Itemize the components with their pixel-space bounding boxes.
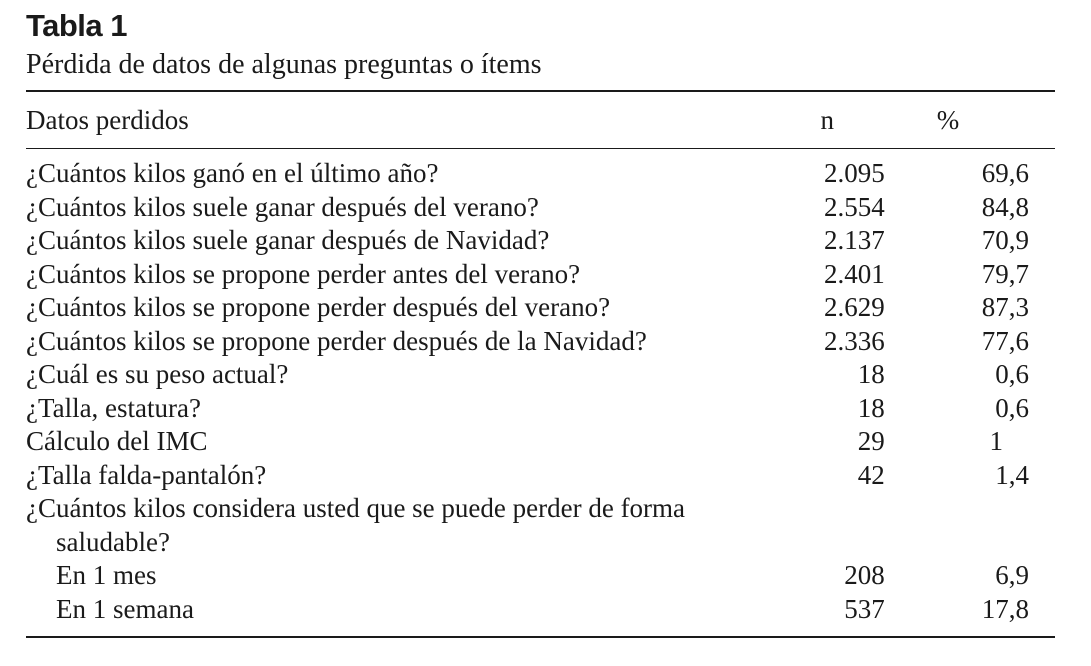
row-pct: 69,6 <box>981 158 1029 188</box>
table-header <box>26 92 1055 149</box>
row-label: ¿Cuántos kilos suele ganar después del verano? <box>26 191 539 222</box>
subrow-label: En 1 mes <box>56 560 157 590</box>
row-n: 2.137 <box>824 225 885 255</box>
table-row <box>26 392 1055 426</box>
table-row <box>26 291 1055 325</box>
row-label: ¿Cuántos kilos ganó en el último año? <box>26 158 439 188</box>
group-row-line2 <box>26 526 1055 560</box>
subrow-label: En 1 semana <box>56 593 194 624</box>
group-label-line1: ¿Cuántos kilos considera usted que se puede perder de forma <box>26 493 686 523</box>
row-n: 2.401 <box>824 258 885 289</box>
row-pct: 79,7 <box>981 258 1029 289</box>
row-n: 2.336 <box>824 325 885 356</box>
row-label: ¿Cuántos kilos se propone perder antes del verano? <box>26 258 581 289</box>
group-row-line1 <box>26 492 1055 526</box>
row-label: ¿Cuántos kilos suele ganar después de Navidad? <box>26 225 550 255</box>
table-row <box>26 425 1055 459</box>
row-n: 2.629 <box>824 292 885 322</box>
data-table-container <box>26 90 1055 638</box>
row-n: 42 <box>857 459 885 490</box>
row-label: ¿Cuántos kilos se propone perder después de la Navidad? <box>26 325 647 356</box>
group-n-empty <box>751 492 885 526</box>
row-pct: 84,8 <box>981 191 1029 222</box>
row-n: 2.554 <box>824 191 885 222</box>
table-caption: Pérdida de datos de algunas preguntas o ítems <box>26 49 542 80</box>
subrow-n: 208 <box>844 560 885 590</box>
group-pct-empty <box>885 526 1055 560</box>
row-n: 2.095 <box>824 158 885 188</box>
row-label: ¿Talla, estatura? <box>26 392 201 423</box>
row-pct: 1,4 <box>995 459 1029 490</box>
table-subrow <box>26 559 1055 593</box>
table-subrow <box>26 593 1055 637</box>
header-datos-perdidos: Datos perdidos <box>26 92 751 149</box>
header-percent: % <box>885 92 1055 149</box>
header-row <box>26 92 1055 149</box>
row-label: ¿Cuál es su peso actual? <box>26 359 289 389</box>
row-n: 29 <box>857 426 885 456</box>
table-row <box>26 149 1055 191</box>
table-row <box>26 459 1055 493</box>
row-label: ¿Talla falda-pantalón? <box>26 459 267 490</box>
row-label: Cálculo del IMC <box>26 426 208 456</box>
row-pct: 0,6 <box>995 392 1029 423</box>
table-body <box>26 149 1055 637</box>
header-n: n <box>751 92 885 149</box>
data-table <box>26 92 1055 636</box>
row-pct: 87,3 <box>981 292 1029 322</box>
table-title: Tabla 1 <box>26 8 128 43</box>
group-n-empty <box>751 526 885 560</box>
subrow-pct: 17,8 <box>981 593 1029 624</box>
subrow-n: 537 <box>844 593 885 624</box>
table-row <box>26 258 1055 292</box>
row-pct: 77,6 <box>981 325 1029 356</box>
group-pct-empty <box>885 492 1055 526</box>
group-label-line2: saludable? <box>56 526 170 557</box>
table-row <box>26 358 1055 392</box>
row-label: ¿Cuántos kilos se propone perder después del verano? <box>26 292 611 322</box>
table-row <box>26 325 1055 359</box>
row-pct: 0,6 <box>995 359 1029 389</box>
subrow-pct: 6,9 <box>995 560 1029 590</box>
row-pct: 1 <box>989 426 1003 456</box>
row-pct: 70,9 <box>981 225 1029 255</box>
table-row <box>26 224 1055 258</box>
row-n: 18 <box>857 359 885 389</box>
row-n: 18 <box>857 392 885 423</box>
table-row <box>26 191 1055 225</box>
